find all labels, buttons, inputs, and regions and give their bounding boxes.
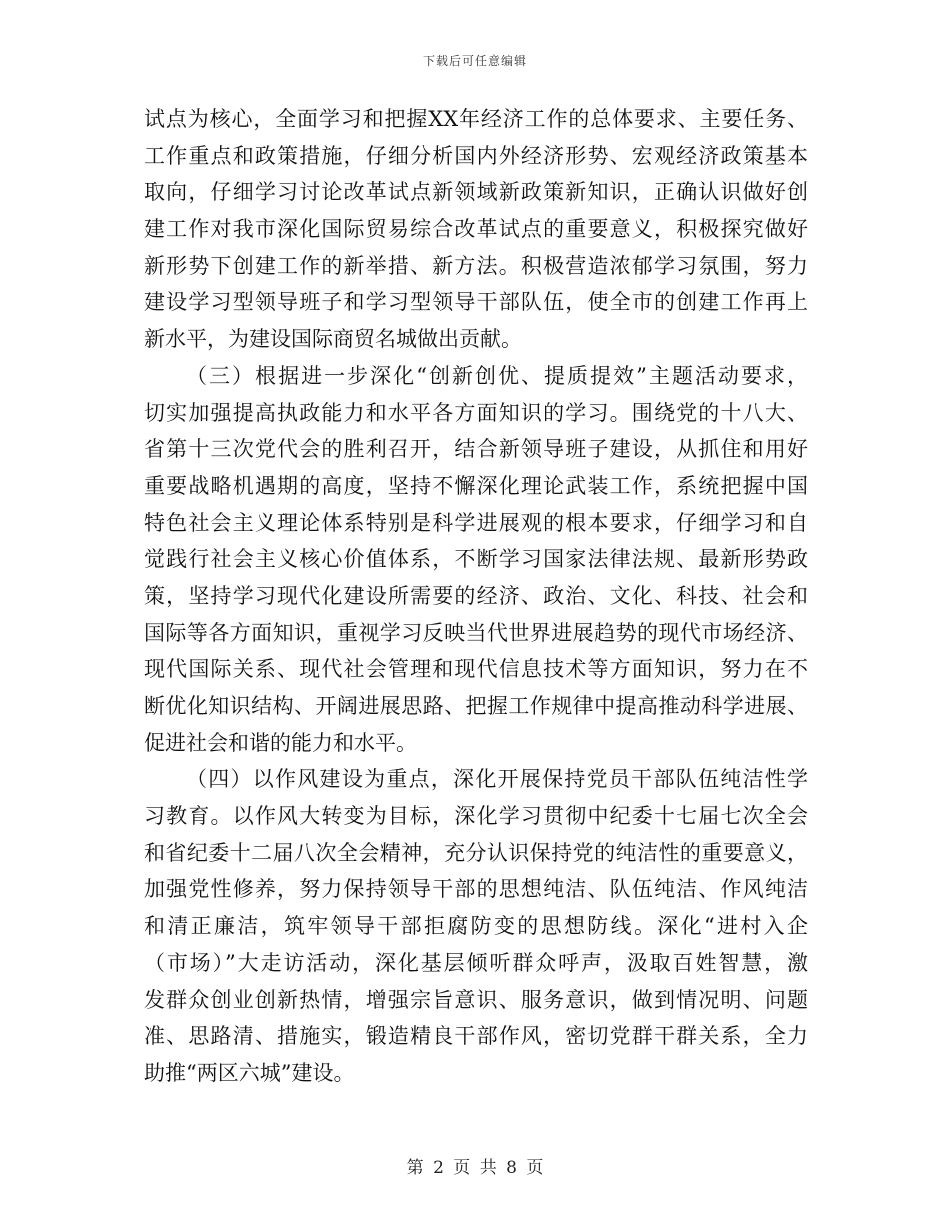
body-line: 现代国际关系、现代社会管理和现代信息技术等方面知识，努力在不 — [144, 657, 808, 682]
body-line: 特色社会主义理论体系特别是科学进展观的根本要求，仔细学习和自 — [144, 510, 808, 535]
document-body — [144, 101, 808, 1092]
body-line: 试点为核心，全面学习和把握XX年经济工作的总体要求、主要任务、 — [144, 107, 808, 131]
body-line: 和省纪委十二届八次全会精神，充分认识保持党的纯洁性的重要意义， — [144, 840, 808, 865]
body-line: 准、思路清、措施实，锻造精良干部作风，密切党群干群关系，全力 — [144, 1024, 808, 1049]
body-line: 建设学习型领导班子和学习型领导干部队伍，使全市的创建工作再上 — [144, 290, 808, 315]
body-line: 习教育。以作风大转变为目标，深化学习贯彻中纪委十七届七次全会 — [144, 804, 808, 829]
body-line: （市场）”大走访活动，深化基层倾听群众呼声，汲取百姓智慧，激 — [144, 950, 808, 975]
page-header: 下载后可任意编辑 — [422, 54, 527, 68]
body-line: 策，坚持学习现代化建设所需要的经济、政治、文化、科技、社会和 — [144, 583, 808, 608]
paragraph-heading-line: （四）以作风建设为重点，深化开展保持党员干部队伍纯洁性学 — [186, 767, 808, 792]
body-line: 新形势下创建工作的新举措、新方法。积极营造浓郁学习氛围，努力 — [144, 253, 808, 278]
body-line: 国际等各方面知识，重视学习反映当代世界进展趋势的现代市场经济、 — [144, 620, 808, 645]
body-line: 建工作对我市深化国际贸易综合改革试点的重要意义，积极探究做好 — [144, 217, 808, 242]
body-line: 切实加强提高执政能力和水平各方面知识的学习。围绕党的十八大、 — [144, 400, 808, 425]
body-line: 加强党性修养，努力保持领导干部的思想纯洁、队伍纯洁、作风纯洁 — [144, 877, 808, 902]
paragraph-heading-line: （三）根据进一步深化“创新创优、提质提效”主题活动要求， — [186, 363, 808, 388]
body-line: 新水平，为建设国际商贸名城做出贡献。 — [144, 327, 522, 352]
body-line: 取向，仔细学习讨论改革试点新领域新政策新知识，正确认识做好创 — [144, 180, 808, 205]
page-number-footer: 第 2 页 共 8 页 — [406, 1158, 544, 1178]
body-line: 发群众创业创新热情，增强宗旨意识、服务意识，做到情况明、问题 — [144, 987, 808, 1012]
body-line: 助推“两区六城”建设。 — [144, 1060, 355, 1085]
body-line: 断优化知识结构、开阔进展思路、把握工作规律中提高推动科学进展、 — [144, 694, 808, 718]
body-line: 重要战略机遇期的高度，坚持不懈深化理论武装工作，系统把握中国 — [144, 473, 808, 498]
body-line: 和清正廉洁，筑牢领导干部拒腐防变的思想防线。深化“进村入企 — [144, 914, 808, 939]
body-line: 促进社会和谐的能力和水平。 — [144, 730, 417, 755]
body-line: 工作重点和政策措施，仔细分析国内外经济形势、宏观经济政策基本 — [144, 143, 808, 168]
body-line: 觉践行社会主义核心价值体系，不断学习国家法律法规、最新形势政 — [144, 547, 808, 572]
body-line: 省第十三次党代会的胜利召开，结合新领导班子建设，从抓住和用好 — [144, 437, 808, 462]
